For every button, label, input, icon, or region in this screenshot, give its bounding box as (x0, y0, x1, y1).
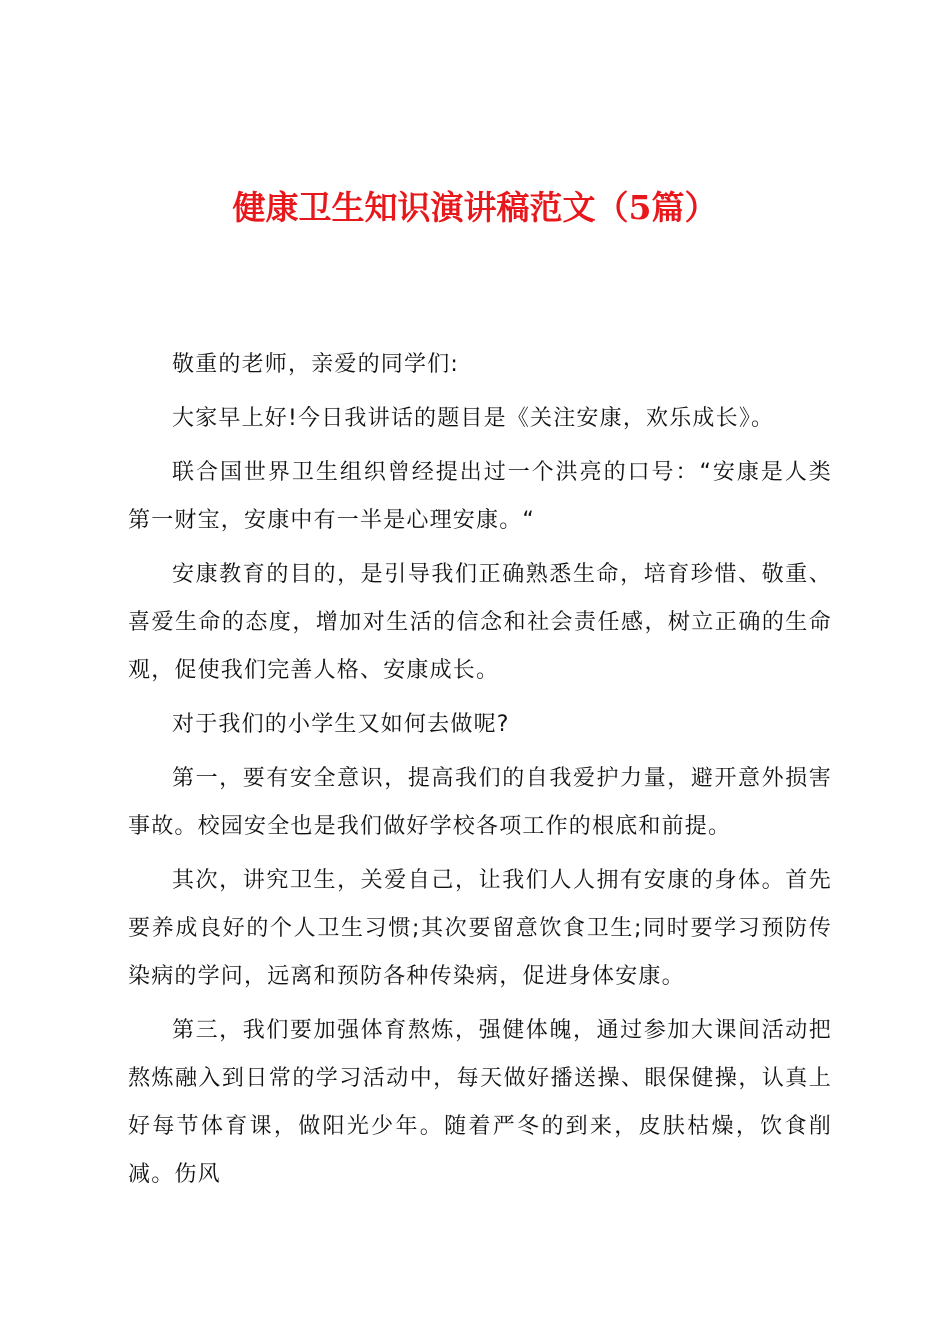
paragraph-greeting: 敬重的老师，亲爱的同学们: (172, 352, 460, 377)
page-title: 健康卫生知识演讲稿范文（5篇） (232, 188, 718, 227)
paragraph-education-purpose: 安康教育的目的，是引导我们正确熟悉生命，培育珍惜、敬重、喜爱生命的态度，增加对生活的信念和社会责任感，树立正确的生命观，促使我们完善人格、安康成长。 (128, 562, 832, 683)
paragraph-who-slogan: 联合国世界卫生组织曾经提出过一个洪亮的口号：“安康是人类第一财宝，安康中有一半是心理安康。“ (128, 460, 832, 533)
paragraph-intro: 大家早上好!今日我讲话的题目是《关注安康，欢乐成长》。 (172, 406, 775, 431)
paragraph-second-point: 其次，讲究卫生，关爱自己，让我们人人拥有安康的身体。首先要养成良好的个人卫生习惯;其次要留意饮食卫生;同时要学习预防传染病的学问，远离和预防各种传染病，促进身体安康。 (128, 868, 832, 989)
paragraph-third-point: 第三，我们要加强体育熬炼，强健体魄，通过参加大课间活动把熬炼融入到日常的学习活动中，每天做好播送操、眼保健操，认真上好每节体育课，做阳光少年。随着严冬的到来，皮肤枯燥，饮食削减。伤风 (128, 1018, 832, 1187)
paragraph-question: 对于我们的小学生又如何去做呢? (172, 712, 510, 737)
document-body (128, 341, 832, 1205)
paragraph-first-point: 第一，要有安全意识，提高我们的自我爱护力量，避开意外损害事故。校园安全也是我们做好学校各项工作的根底和前提。 (128, 766, 832, 839)
